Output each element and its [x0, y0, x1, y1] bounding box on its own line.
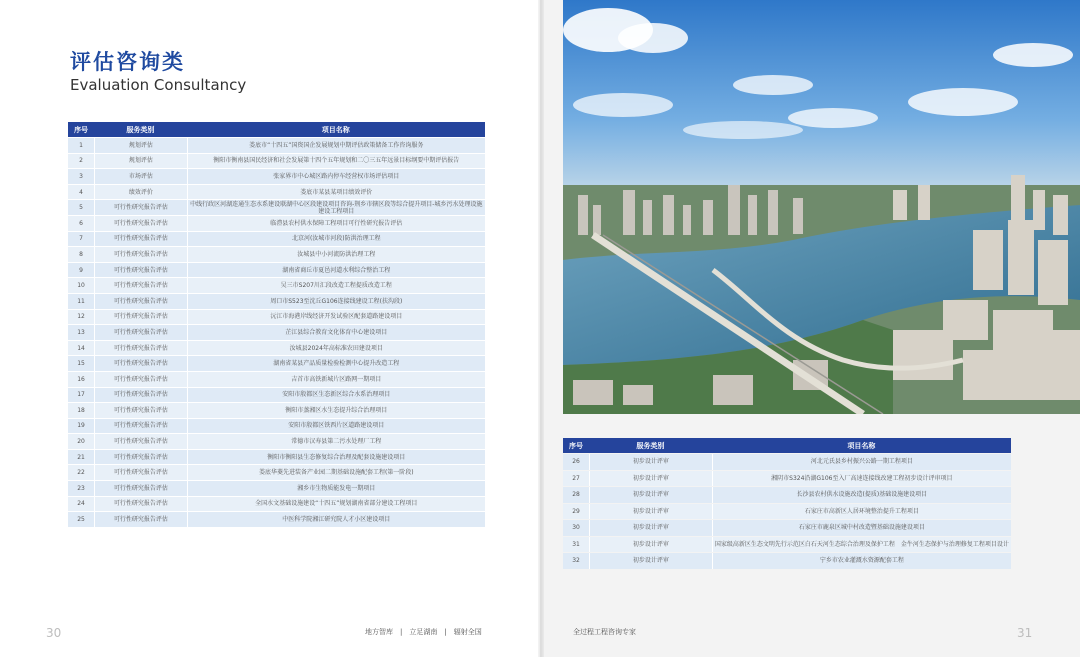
- cell-project-name: 安阳市殷都区铁西片区道路建设项目: [187, 419, 485, 434]
- table-row: [68, 216, 485, 231]
- cell-project-name: 石家庄市高新区人居环境整治提升工程项目: [712, 504, 1011, 520]
- cell-project-name: 湘阴市S324沿湖G106至入厂高速连接线改建工程初步设计评审项目: [712, 471, 1011, 487]
- section-title-cn: 评估咨询类: [70, 50, 185, 74]
- cell-project-name: 全国水文基础设施建设“十四五”规划湖南省部分建设工程项目: [187, 497, 485, 512]
- cell-no: 15: [68, 356, 94, 371]
- cell-no: 9: [68, 263, 94, 278]
- page-fold: [538, 0, 544, 657]
- table-row: [68, 169, 485, 184]
- cell-project-name: 湖南省某县产品质量检验检测中心提升改造工程: [187, 356, 485, 371]
- cell-project-name: 国家级高新区生态文明先行示范区白石天河生态综合治理及保护工程 金牛河生态保护与治理修复工程项目设计: [712, 537, 1011, 553]
- cell-category: 可行性研究报告评估: [94, 247, 186, 262]
- cell-no: 17: [68, 388, 94, 403]
- cell-no: 3: [68, 169, 94, 184]
- table-row: [68, 185, 485, 200]
- cell-project-name: 宁乡市农业灌溉水资源配套工程: [712, 553, 1011, 569]
- cell-project-name: 衡阳市衡阳县生态修复综合治理及配套设施建设项目: [187, 450, 485, 465]
- cell-no: 4: [68, 185, 94, 200]
- cell-project-name: 周口市S523至沈丘G106连接线建设工程(扶沟段): [187, 294, 485, 309]
- table-row: [68, 372, 485, 387]
- cell-category: 初步设计评审: [589, 471, 712, 487]
- cell-no: 22: [68, 465, 94, 480]
- cell-no: 32: [563, 553, 589, 569]
- page-number-left: 30: [46, 626, 62, 640]
- table-row: [68, 465, 485, 480]
- cell-category: 可行性研究报告评估: [94, 216, 186, 231]
- cell-no: 6: [68, 216, 94, 231]
- cell-category: 可行性研究报告评估: [94, 278, 186, 293]
- cell-project-name: 临澧县农村供水保障工程项目可行性研究报告评估: [187, 216, 485, 231]
- cell-no: 5: [68, 200, 94, 215]
- cell-category: 可行性研究报告评估: [94, 200, 186, 215]
- header-no: 序号: [563, 438, 589, 453]
- cell-no: 23: [68, 481, 94, 496]
- cell-no: 31: [563, 537, 589, 553]
- table-row: [563, 537, 1011, 553]
- table-row: [68, 278, 485, 293]
- cell-category: 可行性研究报告评估: [94, 512, 186, 527]
- cell-no: 29: [563, 504, 589, 520]
- cell-category: 可行性研究报告评估: [94, 356, 186, 371]
- cell-project-name: 北京河(汝城市河段)防洪治理工程: [187, 232, 485, 247]
- header-project-name: 项目名称: [187, 122, 485, 137]
- cell-project-name: 沅江市海港岸线经济开发试验区配套道路建设项目: [187, 310, 485, 325]
- cell-project-name: 中线行政区河湖连通生态水系建设联湖中心区段建设项目咨询-荆乡市辖区段等综合提升项目-城乡污水处理设施建设工程项目: [187, 200, 485, 215]
- cell-project-name: 娄底华菱先进装备产业园二期基础设施配套工程(第一阶段): [187, 465, 485, 480]
- table-row: [68, 450, 485, 465]
- cell-category: 可行性研究报告评估: [94, 372, 186, 387]
- cell-no: 25: [68, 512, 94, 527]
- cell-no: 16: [68, 372, 94, 387]
- cell-project-name: 芷江县综合教育文化体育中心建设项目: [187, 325, 485, 340]
- table-row: [68, 247, 485, 262]
- table-row: [68, 356, 485, 371]
- table-row: [563, 471, 1011, 487]
- cell-project-name: 娄底市“十四五”国资国企发展规划中期评估政策储备工作咨询服务: [187, 138, 485, 153]
- cell-project-name: 汝城县2024年高标准农田建设项目: [187, 341, 485, 356]
- cell-no: 27: [563, 471, 589, 487]
- table-row: [68, 232, 485, 247]
- cell-category: 可行性研究报告评估: [94, 325, 186, 340]
- table-row: [68, 154, 485, 169]
- cell-category: 初步设计评审: [589, 487, 712, 503]
- cell-project-name: 衡阳市蒸湘区水生态提升综合治理项目: [187, 403, 485, 418]
- cell-no: 1: [68, 138, 94, 153]
- cell-no: 8: [68, 247, 94, 262]
- header-category: 服务类别: [589, 438, 712, 453]
- table-header-row: [563, 438, 1011, 453]
- cell-category: 可行性研究报告评估: [94, 481, 186, 496]
- cell-category: 可行性研究报告评估: [94, 294, 186, 309]
- section-title-en: Evaluation Consultancy: [70, 76, 247, 94]
- cell-category: 初步设计评审: [589, 537, 712, 553]
- cell-no: 12: [68, 310, 94, 325]
- table-row: [68, 512, 485, 527]
- table-row: [68, 497, 485, 512]
- cell-no: 7: [68, 232, 94, 247]
- cell-category: 可行性研究报告评估: [94, 341, 186, 356]
- cell-project-name: 张家界市中心城区路内停车经营权市场评估项目: [187, 169, 485, 184]
- table-row: [563, 520, 1011, 536]
- table-row: [68, 434, 485, 449]
- cell-category: 规划评估: [94, 138, 186, 153]
- table-row: [68, 388, 485, 403]
- table-row: [68, 419, 485, 434]
- cell-project-name: 长沙县农村供水设施改造(提质)基础设施建设项目: [712, 487, 1011, 503]
- page-number-right: 31: [1017, 626, 1033, 640]
- cell-category: 初步设计评审: [589, 520, 712, 536]
- cell-no: 30: [563, 520, 589, 536]
- cell-no: 21: [68, 450, 94, 465]
- table-row: [68, 325, 485, 340]
- cell-no: 26: [563, 454, 589, 470]
- footer-slogan-right: 全过程工程咨询专家: [573, 628, 636, 636]
- table-row: [563, 553, 1011, 569]
- table-row: [68, 138, 485, 153]
- table-row: [563, 504, 1011, 520]
- cell-category: 可行性研究报告评估: [94, 465, 186, 480]
- header-category: 服务类别: [94, 122, 186, 137]
- cell-no: 28: [563, 487, 589, 503]
- cell-category: 初步设计评审: [589, 454, 712, 470]
- projects-table-right: [563, 437, 1011, 570]
- cell-project-name: 吴三市S207川汇段改造工程提质改造工程: [187, 278, 485, 293]
- cell-category: 可行性研究报告评估: [94, 497, 186, 512]
- cell-project-name: 湘乡市生物质能发电一期项目: [187, 481, 485, 496]
- cell-project-name: 河北元氏县乡村振兴公路一期工程项目: [712, 454, 1011, 470]
- header-project-name: 项目名称: [712, 438, 1011, 453]
- footer-slogan-left: 地方智库 | 立足湖南 | 辐射全国: [365, 628, 482, 636]
- table-row: [68, 200, 485, 215]
- cell-no: 20: [68, 434, 94, 449]
- cell-project-name: 娄底市某县某项目绩效评价: [187, 185, 485, 200]
- table-row: [68, 294, 485, 309]
- cell-category: 可行性研究报告评估: [94, 403, 186, 418]
- cell-category: 规划评估: [94, 154, 186, 169]
- table-row: [68, 481, 485, 496]
- city-river-photo-graphic: [563, 0, 1080, 414]
- cell-category: 可行性研究报告评估: [94, 450, 186, 465]
- city-river-photo: [563, 0, 1080, 414]
- cell-no: 2: [68, 154, 94, 169]
- cell-category: 初步设计评审: [589, 553, 712, 569]
- cell-category: 可行性研究报告评估: [94, 419, 186, 434]
- cell-project-name: 吉首市高铁新城片区路网一期项目: [187, 372, 485, 387]
- cell-no: 18: [68, 403, 94, 418]
- table-row: [563, 454, 1011, 470]
- cell-category: 可行性研究报告评估: [94, 310, 186, 325]
- cell-category: 可行性研究报告评估: [94, 263, 186, 278]
- cell-project-name: 中医科学院湘江研究院人才小区建设项目: [187, 512, 485, 527]
- table-header-row: [68, 122, 485, 137]
- table-row: [68, 310, 485, 325]
- header-no: 序号: [68, 122, 94, 137]
- cell-no: 10: [68, 278, 94, 293]
- cell-category: 绩效评价: [94, 185, 186, 200]
- cell-project-name: 石家庄市鹿泉区城中村改造暨基础设施建设项目: [712, 520, 1011, 536]
- cell-no: 24: [68, 497, 94, 512]
- cell-no: 11: [68, 294, 94, 309]
- cell-no: 14: [68, 341, 94, 356]
- cell-no: 19: [68, 419, 94, 434]
- table-row: [68, 341, 485, 356]
- cell-no: 13: [68, 325, 94, 340]
- cell-category: 可行性研究报告评估: [94, 388, 186, 403]
- cell-category: 可行性研究报告评估: [94, 434, 186, 449]
- cell-category: 初步设计评审: [589, 504, 712, 520]
- cell-project-name: 湖南省商丘市夏邑河道水利综合整治工程: [187, 263, 485, 278]
- cell-category: 可行性研究报告评估: [94, 232, 186, 247]
- cell-project-name: 汝城县中小河流防洪治理工程: [187, 247, 485, 262]
- cell-project-name: 衡阳市衡南县国民经济和社会发展第十四个五年规划和二〇三五年远景目标纲要中期评估报告: [187, 154, 485, 169]
- cell-project-name: 常德市汉寿县第二污水处理厂工程: [187, 434, 485, 449]
- table-row: [68, 263, 485, 278]
- table-row: [563, 487, 1011, 503]
- cell-category: 市场评估: [94, 169, 186, 184]
- cell-project-name: 安阳市殷都区生态新区综合水系治理项目: [187, 388, 485, 403]
- projects-table-left: [68, 121, 485, 528]
- table-row: [68, 403, 485, 418]
